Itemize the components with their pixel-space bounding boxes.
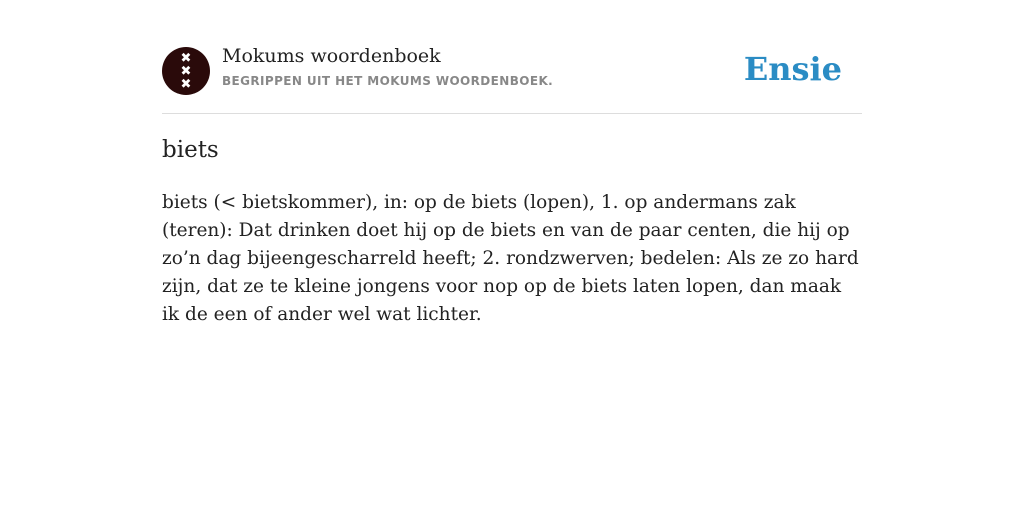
ensie-brand-link[interactable]: Ensie	[743, 50, 842, 88]
header	[162, 0, 862, 114]
entry-term: biets	[162, 137, 219, 163]
dictionary-subtitle: BEGRIPPEN UIT HET MOKUMS WOORDENBOEK.	[222, 74, 554, 88]
dictionary-title[interactable]: Mokums woordenboek	[222, 45, 441, 67]
logo-cross-3: ✖	[180, 76, 192, 92]
amsterdam-crosses-logo-icon[interactable]	[162, 47, 210, 95]
page-container	[162, 0, 862, 325]
logo-cross-2: ✖	[180, 63, 192, 79]
logo-cross-1: ✖	[180, 50, 192, 66]
entry-definition: biets (< bietskommer), in: op de biets (lopen), 1. op andermans zak (teren): Dat drinken doet hij op de biets en van de paar centen, die hij op zo’n dag bijeengescharreld heeft; 2. rondzwerven; bedelen: Als ze zo hard zijn, dat ze te kleine jongens voor nop op de biets laten lopen, dan maak ik de een of ander wel wat lichter.	[162, 192, 859, 325]
